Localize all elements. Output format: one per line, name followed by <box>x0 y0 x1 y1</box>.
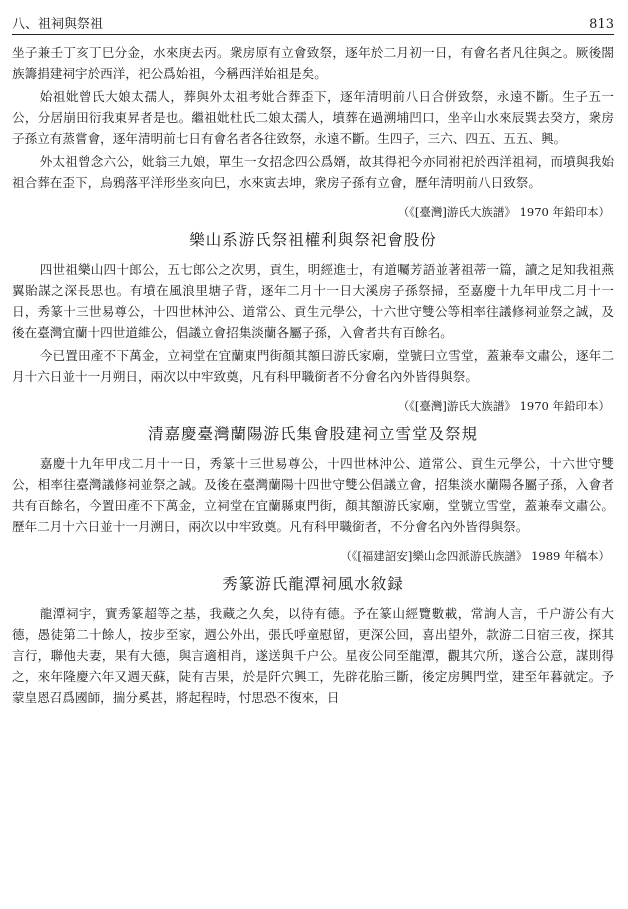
chapter-title: 八、祖祠與祭祖 <box>12 17 104 32</box>
page-number: 813 <box>589 17 614 32</box>
paragraph: 今已置田產不下萬金，立祠堂在宜蘭東門街顏其額曰游氏家廟，堂號曰立雪堂，蓋兼奉文肅公，逐年二月十六日並十一月朔日，兩次以中牢致奠，凡有科甲職銜者不分會名內外皆得與祭。 <box>12 348 614 384</box>
paragraph: 四世祖樂山四十郎公，五七郎公之次男，貢生，明經進士，有道囑芳語並著祖蒂一篇，讀之足知我祖燕翼貽謀之深長思也。有墳在風浪里塘子背，逐年二月十一日大溪房子孫祭掃，至嘉慶十九年甲戌二月十一日，秀篆十三世易尊公，十四世林沖公、道常公、貢生元學公，十六世守雙公等相率往議修祠並祭之誠，及後在臺灣宜蘭十四世道維公，倡議立會招集淡蘭各屬子孫，入會者共有百餘名。 <box>12 262 614 340</box>
paragraph: 始祖妣曾氏大娘太孺人，葬與外太祖考妣合葬歪下，逐年清明前八日合併致祭，永遠不斷。生子五一公，分居崩田衍我東昇者是也。繼祖妣杜氏二娘太孺人，墳葬在過溯埔凹口，坐辛山水來辰巽去癸方，衆房子孫立有蒸嘗會，逐年清明前七日有會名者各往致祭，永遠不斷。生四子，三六、四五、五五、興。 <box>12 89 614 146</box>
paragraph: 外太祖曾念六公，妣翁三九娘，單生一女招念四公爲婿，故其得祀今亦同祔祀於西洋祖祠，而墳與我始祖合葬在歪下，烏鴉落平洋形坐亥向巳，水來寅去坤，衆房子孫有立會，歷年清明前八日致祭。 <box>12 154 614 190</box>
section-title: 清嘉慶臺灣蘭陽游氏集會股建祠立雪堂及祭規 <box>147 425 478 443</box>
source-citation: （《[臺灣]游氏大族譜》 1970 年鉛印本） <box>397 399 610 413</box>
page-header <box>12 10 614 32</box>
source-citation: （《[福建詔安]樂山念四派游氏族譜》 1989 年稿本） <box>340 549 610 563</box>
header-divider <box>12 34 614 35</box>
page-body <box>12 42 614 710</box>
paragraph: 龍潭祠宇，實秀篆超等之基，我藏之久矣，以待有德。予在篆山經覽數載，常詢人言，千户游公有大德，愚徒第二十餘人，按步至家，週公外出，張氏呼童慰留，更深公回，喜出望外，款游二日宿三夜，探其言行，聯他夫妻，果有大德，與言適相肖，遂送與千户公。星夜公同至龍潭，觀其穴所，遂合公意，謀則得之，來年隆慶六年又週天蘇，陡有吉果，於是阡穴興工，先辟花胎三斷，後定房興門堂，建至年暮就定。予蒙皇恩召爲國師，揣分奚甚，將起程時，忖思恐不復來，日 <box>12 606 614 705</box>
paragraph: 嘉慶十九年甲戌二月十一日，秀篆十三世易尊公，十四世林沖公、道常公、貢生元學公，十六世守雙公，相率往臺灣議修祠並祭之誠。及後在臺灣蘭陽十四世守雙公倡議立會，招集淡水蘭陽各屬子孫，入會者共有百餘名，今置田產不下萬金，立祠堂在宜蘭縣東門街，顏其額游氏家廟，堂號立雪堂，蓋兼奉文肅公。歷年二月十六日並十一月溯日，兩次以中牢致奠。凡有科甲職銜者，不分會名內外皆得與祭。 <box>12 456 614 534</box>
source-citation: （《[臺灣]游氏大族譜》 1970 年鉛印本） <box>397 205 610 219</box>
section-title: 秀篆游氏龍潭祠風水敘録 <box>222 575 404 593</box>
section-title: 樂山系游氏祭祖權利與祭祀會股份 <box>189 231 437 249</box>
paragraph: 坐子兼壬丁亥丁巳分金，水來庚去丙。衆房原有立會致祭，逐年於二月初一日，有會名者凡往與之。厥後閤族籌捐建祠宇於西洋，祀公爲始祖，今稱西洋始祖是矣。 <box>12 45 614 81</box>
